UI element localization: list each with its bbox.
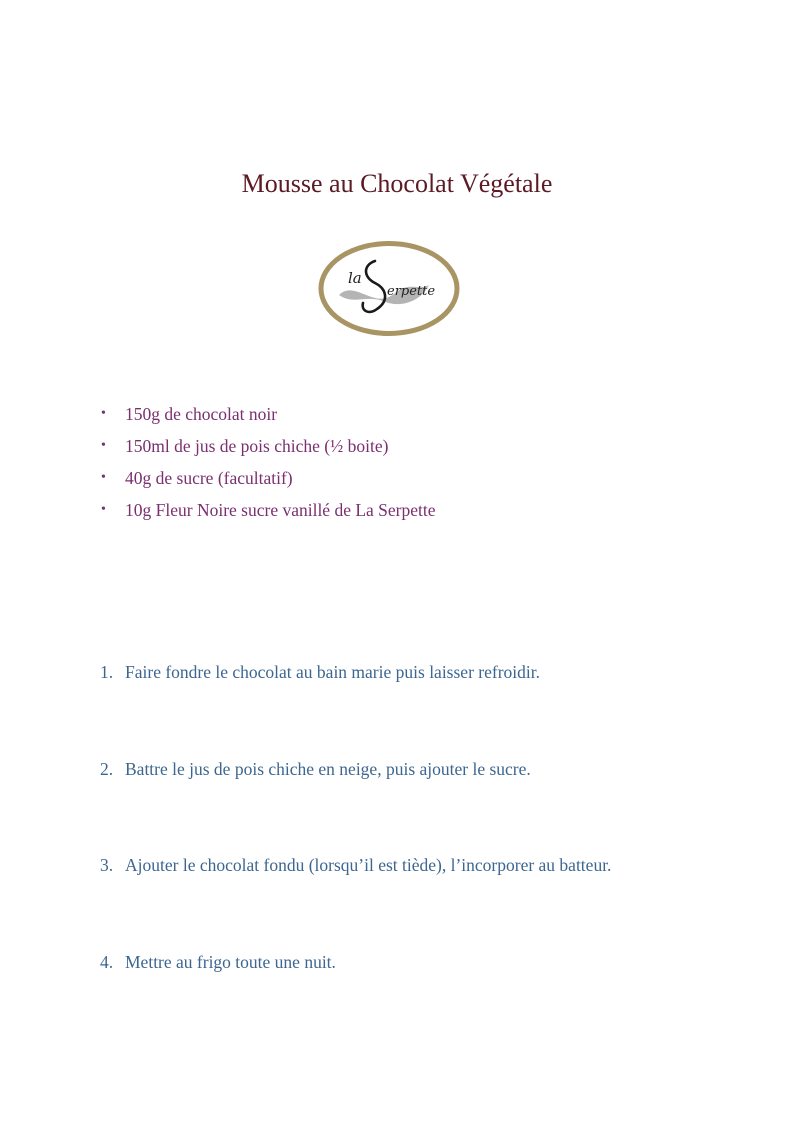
step-text: Ajouter le chocolat fondu (lorsqu’il est tiède), l’incorporer au batteur. — [125, 855, 612, 875]
step-number: 4. — [100, 951, 114, 972]
ingredient-text: 40g de sucre (facultatif) — [125, 468, 293, 488]
ingredient-item — [100, 400, 436, 432]
logo-graphic — [317, 239, 461, 338]
steps-list — [100, 658, 611, 1044]
step-item — [100, 851, 611, 948]
bullet: • — [101, 406, 106, 421]
bullet: • — [101, 438, 106, 453]
step-text: Battre le jus de pois chiche en neige, puis ajouter le sucre. — [125, 758, 531, 779]
step-item — [100, 948, 611, 1045]
ingredient-item — [100, 496, 436, 528]
ingredient-item — [100, 432, 436, 464]
step-number: 2. — [100, 758, 114, 779]
ingredient-text: 150ml de jus de pois chiche (½ boite) — [125, 436, 389, 456]
ingredients-list — [100, 400, 436, 528]
svg-text:erpette: erpette — [387, 284, 436, 299]
step-text: Faire fondre le chocolat au bain marie puis laisser refroidir. — [125, 662, 540, 682]
page-title: Mousse au Chocolat Végétale — [241, 169, 553, 198]
bullet: • — [101, 502, 106, 517]
step-item — [100, 658, 611, 755]
ingredient-item — [100, 464, 436, 496]
ingredient-text: 150g de chocolat noir — [125, 404, 278, 424]
step-number: 3. — [100, 855, 114, 875]
step-item — [100, 755, 611, 852]
step-number: 1. — [100, 662, 114, 682]
step-text: Mettre au frigo toute une nuit. — [125, 951, 336, 972]
la-serpette-logo — [317, 239, 461, 338]
ingredient-text: 10g Fleur Noire sucre vanillé de La Serpette — [125, 500, 436, 520]
svg-text:la: la — [348, 269, 362, 287]
bullet: • — [101, 470, 106, 485]
